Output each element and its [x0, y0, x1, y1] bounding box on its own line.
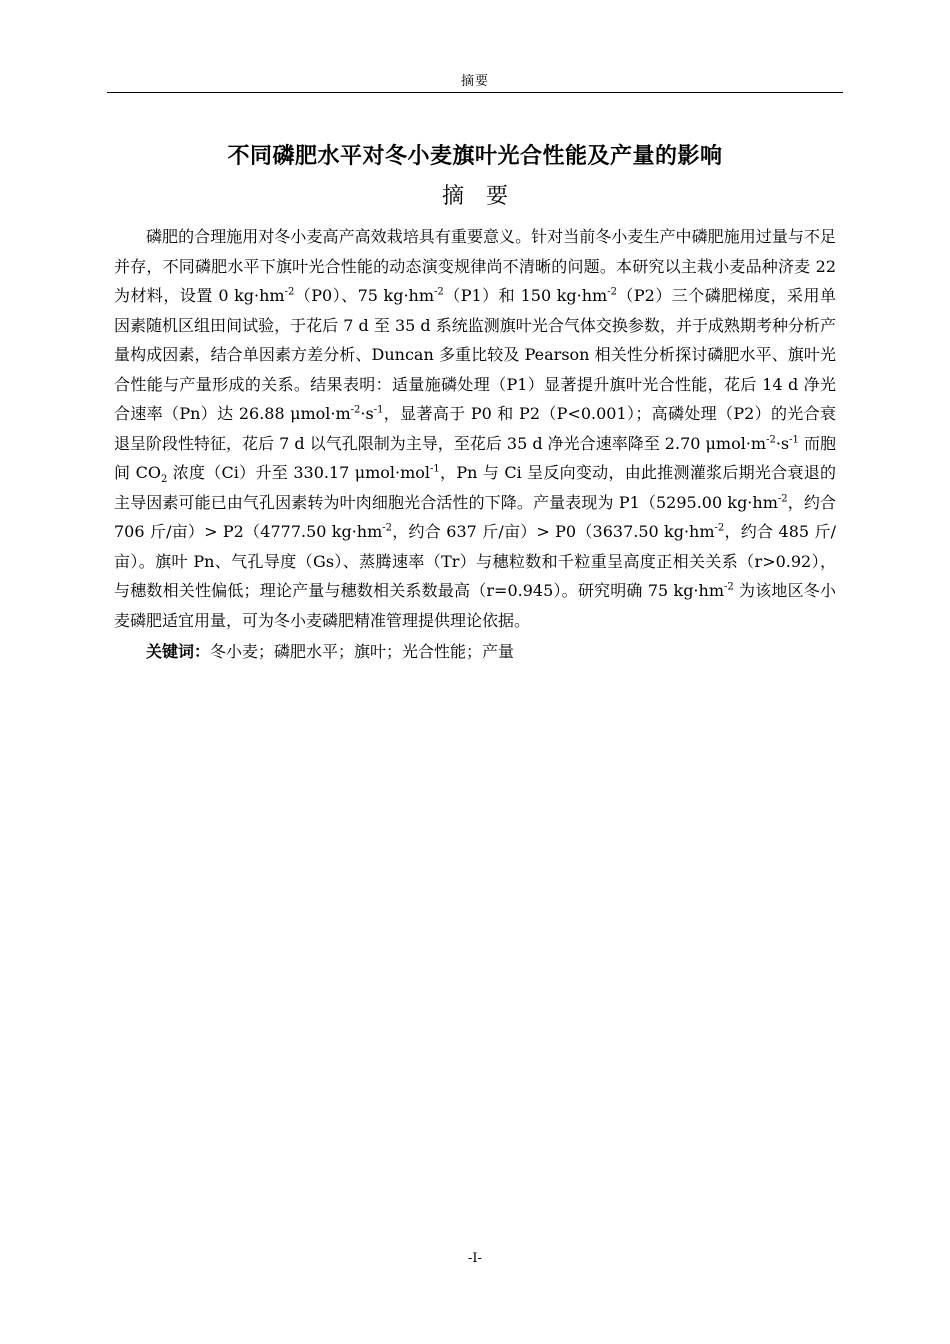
subscript: 2: [161, 474, 168, 486]
abstract-text: 而胞间 CO: [114, 433, 836, 482]
abstract-text: ·s: [775, 433, 790, 453]
keywords-label: 关键词：: [146, 642, 211, 661]
superscript: -2: [284, 286, 295, 298]
page-number: -I-: [468, 1251, 482, 1266]
superscript: -2: [777, 493, 788, 505]
abstract-text: （P2）三个磷肥梯度，采用单因素随机区组田间试验，于花后 7 d 至 35 d 系统监测旗叶光合气体交换参数，并于成熟期考种分析产量构成因素，结合单因素方差分析、Duncan 多重比较及 Pearson 相关性分析探讨磷肥水平、旗叶光合性能与产量形成的关系。结果表明：适量施磷处理（P1）显著提升旗叶光合性能，花后 14 d 净光合速率（Pn）达 26.88 μmol·m: [114, 286, 836, 423]
superscript: -2: [382, 522, 393, 534]
header-rule: [107, 92, 843, 93]
superscript: -2: [714, 522, 725, 534]
abstract-text: ，约合 485 斤/亩）。旗叶 Pn、气孔导度（Gs）、蒸腾速率（Tr）与穗粒数和千粒重呈高度正相关关系（r>0.92），与穗数相关性偏低；理论产量与穗数相关系数最高（r=0.945）。研究明确 75 kg·hm: [114, 522, 836, 600]
superscript: -1: [789, 434, 799, 446]
superscript: -1: [430, 463, 440, 475]
abstract-body: [114, 222, 836, 667]
superscript: -2: [724, 581, 734, 593]
superscript: -2: [434, 286, 444, 298]
abstract-text: ，显著高于 P0 和 P2（P<0.001）；高磷处理（P2）的光合衰退呈阶段性特征，花后 7 d 以气孔限制为主导，至花后 35 d 净光合速率降至 2.70 μmol·m: [114, 404, 836, 453]
abstract-heading: 摘要: [441, 184, 530, 209]
abstract-text: 浓度（Ci）升至 330.17 μmol·mol: [167, 463, 431, 482]
superscript: -2: [607, 286, 617, 298]
abstract-text: ，Pn 与 Ci 呈反向变动，由此推测灌浆后期光合衰退的主导因素可能已由气孔因素转为叶肉细胞光合活性的下降。产量表现为 P1（5295.00 kg·hm: [114, 463, 836, 512]
abstract-paragraph: [114, 222, 836, 635]
superscript: -2: [350, 404, 361, 416]
abstract-text: ，约合 706 斤/亩）> P2（4777.50 kg·hm: [114, 492, 836, 541]
paper-title: 不同磷肥水平对冬小麦旗叶光合性能及产量的影响: [227, 144, 723, 169]
abstract-text: 为该地区冬小麦磷肥适宜用量，可为冬小麦磷肥精准管理提供理论依据。: [114, 581, 836, 630]
keywords-text: 冬小麦；磷肥水平；旗叶；光合性能；产量: [210, 642, 515, 661]
abstract-text: ，约合 637 斤/亩）> P0（3637.50 kg·hm: [392, 522, 715, 541]
superscript: -1: [373, 404, 384, 416]
keywords-line: [114, 637, 836, 667]
abstract-text: （P1）和 150 kg·hm: [443, 286, 608, 305]
abstract-text: ·s: [360, 404, 374, 423]
abstract-text: （P0）、75 kg·hm: [294, 286, 435, 305]
superscript: -2: [766, 434, 776, 446]
running-header: 摘要: [460, 74, 489, 89]
abstract-text: 磷肥的合理施用对冬小麦高产高效栽培具有重要意义。针对当前冬小麦生产中磷肥施用过量与不足并存，不同磷肥水平下旗叶光合性能的动态演变规律尚不清晰的问题。本研究以主栽小麦品种济麦 22 为材料，设置 0 kg·hm: [114, 227, 836, 305]
